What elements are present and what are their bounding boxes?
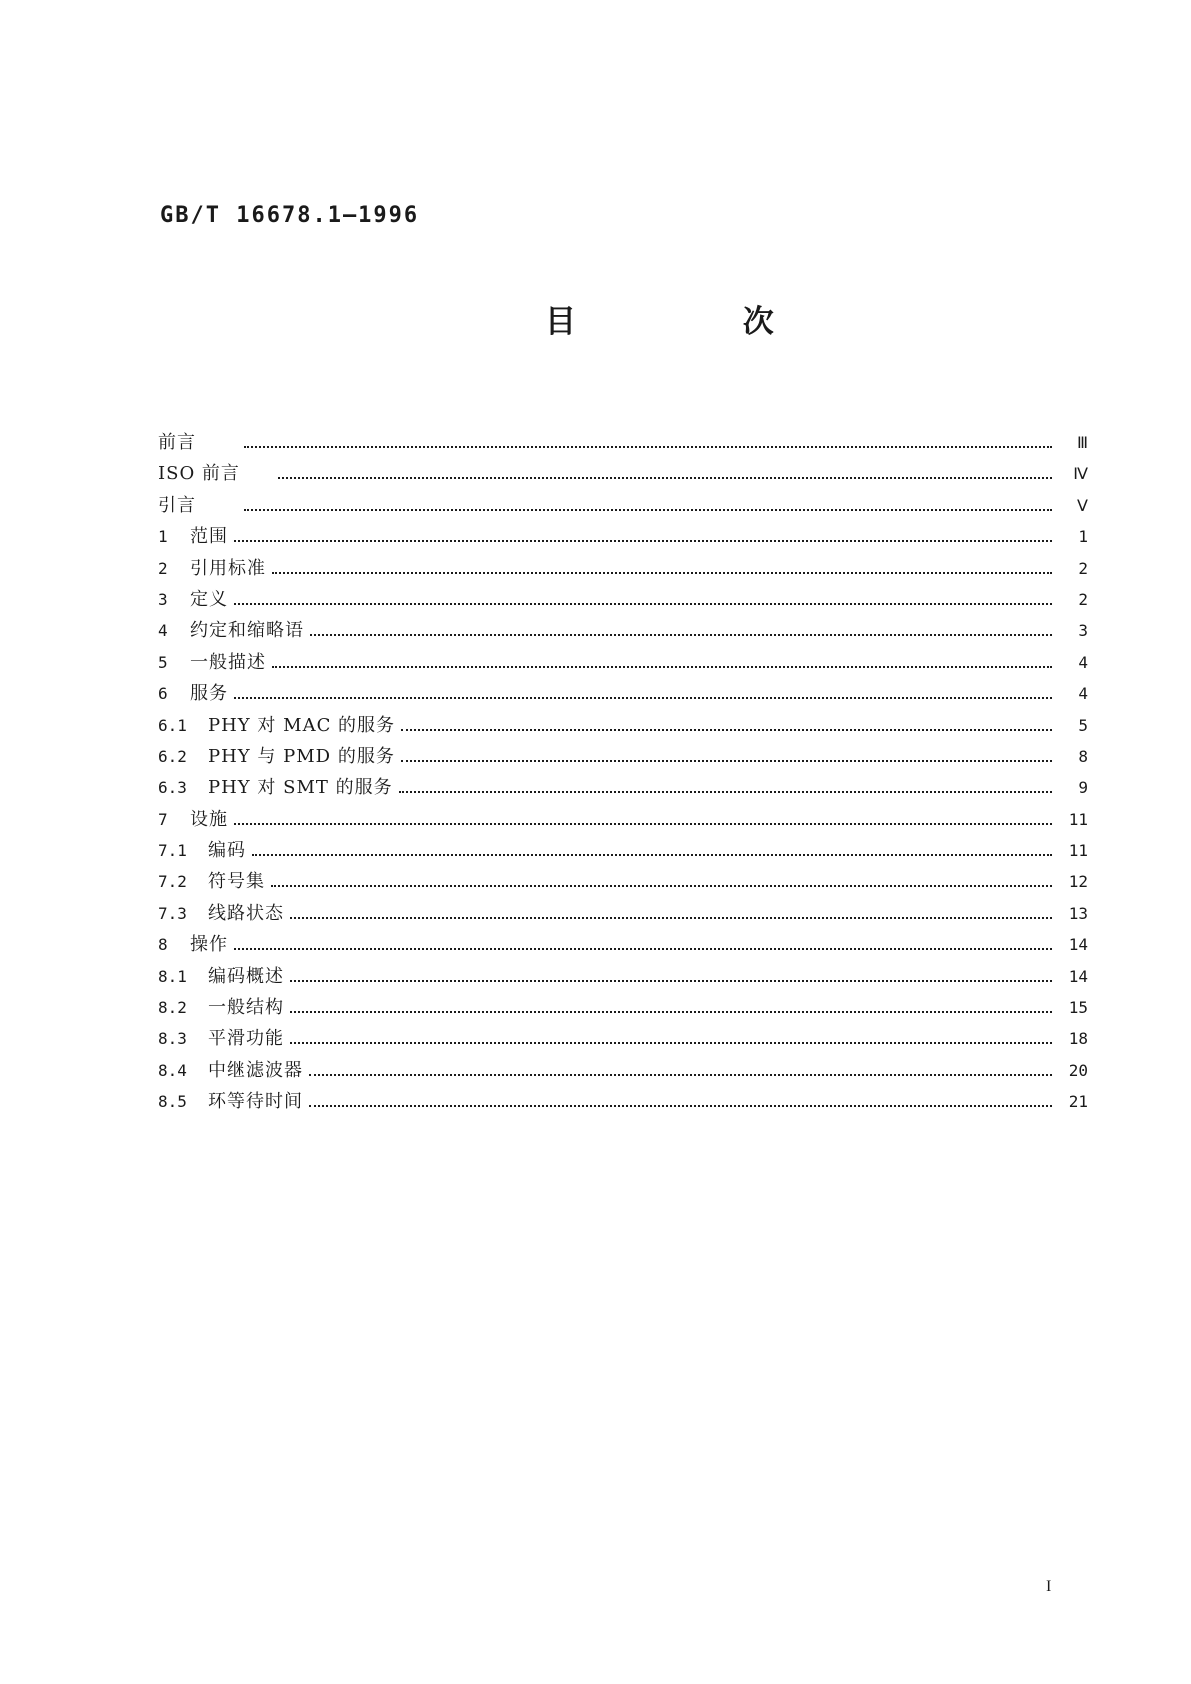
toc-entry-number: 7.2 [158, 872, 187, 892]
toc-entry-number: 8.1 [158, 966, 187, 986]
toc-entry-number: 8.4 [158, 1060, 187, 1080]
toc-page-number: 21 [1068, 1092, 1088, 1112]
toc-entry-introduction[interactable] [158, 491, 1088, 522]
toc-leader-dots [234, 603, 1052, 605]
toc-entry-number: 4 [158, 621, 168, 641]
toc-entry-number: 6.1 [158, 715, 187, 735]
toc-entry-label: 服务 [190, 683, 228, 705]
toc-entry-2[interactable] [158, 554, 1088, 585]
toc-leader-dots [278, 477, 1052, 479]
toc-page-number: 1 [1078, 527, 1088, 547]
toc-page-number: 2 [1078, 558, 1088, 578]
toc-page-number: 4 [1078, 684, 1088, 704]
toc-entry-label: ISO 前言 [158, 463, 240, 485]
toc-leader-dots [309, 1074, 1052, 1076]
toc-page-number: 3 [1078, 621, 1088, 641]
toc-entry-8-5[interactable] [158, 1087, 1088, 1118]
toc-page-number: 14 [1068, 935, 1088, 955]
toc-entry-label: 定义 [190, 588, 228, 610]
toc-entry-6-3[interactable] [158, 773, 1088, 804]
toc-entry-number: 8.3 [158, 1029, 187, 1049]
toc-leader-dots [272, 666, 1052, 668]
toc-entry-5[interactable] [158, 648, 1088, 679]
toc-page-number: 18 [1068, 1029, 1088, 1049]
toc-entry-number: 7 [158, 809, 168, 829]
toc-entry-number: 6 [158, 684, 168, 704]
toc-entry-6-1[interactable] [158, 711, 1088, 742]
toc-entry-8[interactable] [158, 930, 1088, 961]
toc-entry-label: 环等待时间 [208, 1091, 303, 1113]
table-of-contents [158, 428, 1088, 1119]
page-number: I [1046, 1578, 1052, 1595]
standard-number: GB/T 16678.1—1996 [160, 203, 420, 228]
toc-entry-8-3[interactable] [158, 1024, 1088, 1055]
toc-page-number: 15 [1068, 998, 1088, 1018]
toc-entry-label: 设施 [190, 808, 228, 830]
toc-entry-8-4[interactable] [158, 1056, 1088, 1087]
page-title: 目 次 [545, 304, 852, 340]
toc-entry-number: 8 [158, 935, 168, 955]
toc-leader-dots [290, 917, 1052, 919]
toc-leader-dots [401, 729, 1052, 731]
toc-entry-label: 约定和缩略语 [190, 620, 304, 642]
toc-entry-label: 中继滤波器 [208, 1059, 303, 1081]
toc-leader-dots [234, 697, 1052, 699]
toc-page-number: Ⅴ [1077, 495, 1088, 515]
toc-leader-dots [252, 854, 1052, 856]
toc-page-number: 5 [1078, 715, 1088, 735]
toc-leader-dots [271, 885, 1052, 887]
toc-entry-number: 7.3 [158, 903, 187, 923]
toc-entry-label: 平滑功能 [208, 1028, 284, 1050]
toc-entry-number: 5 [158, 652, 168, 672]
toc-entry-8-2[interactable] [158, 993, 1088, 1024]
toc-entry-6-2[interactable] [158, 742, 1088, 773]
toc-entry-number: 1 [158, 527, 168, 547]
toc-entry-label: 符号集 [208, 871, 265, 893]
toc-leader-dots [272, 572, 1052, 574]
toc-entry-number: 2 [158, 558, 168, 578]
toc-leader-dots [401, 760, 1052, 762]
toc-page-number: Ⅲ [1076, 433, 1088, 452]
toc-entry-label: PHY 对 MAC 的服务 [208, 714, 396, 736]
toc-entry-label: 前言 [158, 432, 196, 453]
toc-entry-label: 编码 [208, 840, 246, 862]
toc-entry-number: 7.1 [158, 841, 187, 861]
toc-leader-dots [234, 948, 1052, 950]
toc-page-number: 4 [1078, 652, 1088, 672]
toc-entry-7-2[interactable] [158, 867, 1088, 898]
toc-entry-label: 引用标准 [190, 557, 266, 579]
toc-entry-label: 线路状态 [208, 902, 284, 924]
toc-entry-label: 范围 [190, 526, 228, 548]
toc-entry-1[interactable] [158, 522, 1088, 553]
toc-leader-dots [290, 1042, 1052, 1044]
toc-page-number: 2 [1078, 589, 1088, 609]
toc-leader-dots [290, 1011, 1052, 1013]
toc-entry-number: 6.2 [158, 746, 187, 766]
toc-entry-label: PHY 与 PMD 的服务 [208, 745, 395, 767]
toc-page-number: 13 [1068, 903, 1088, 923]
toc-entry-foreword[interactable] [158, 428, 1088, 459]
toc-entry-label: 一般描述 [190, 651, 266, 673]
toc-entry-7[interactable] [158, 805, 1088, 836]
toc-page-number: 14 [1068, 966, 1088, 986]
toc-entry-label: 引言 [158, 494, 196, 516]
toc-page-number: 8 [1078, 746, 1088, 766]
toc-leader-dots [309, 1105, 1052, 1107]
toc-leader-dots [290, 980, 1052, 982]
toc-entry-label: PHY 对 SMT 的服务 [208, 777, 393, 799]
toc-page-number: 11 [1068, 841, 1088, 861]
toc-entry-7-3[interactable] [158, 899, 1088, 930]
toc-page-number: 9 [1078, 778, 1088, 798]
toc-page-number: 20 [1068, 1060, 1088, 1080]
toc-entry-8-1[interactable] [158, 962, 1088, 993]
toc-leader-dots [234, 823, 1052, 825]
toc-entry-label: 操作 [190, 934, 228, 956]
toc-entry-7-1[interactable] [158, 836, 1088, 867]
toc-page-number: Ⅳ [1073, 464, 1088, 484]
toc-entry-label: 编码概述 [208, 965, 284, 987]
toc-leader-dots [244, 509, 1052, 511]
toc-entry-iso-foreword[interactable] [158, 459, 1088, 490]
toc-leader-dots [244, 446, 1052, 448]
toc-entry-number: 8.2 [158, 998, 187, 1018]
toc-entry-number: 6.3 [158, 778, 187, 798]
toc-entry-4[interactable] [158, 616, 1088, 647]
toc-entry-6[interactable] [158, 679, 1088, 710]
toc-entry-label: 一般结构 [208, 997, 284, 1019]
toc-page-number: 11 [1068, 809, 1088, 829]
toc-leader-dots [310, 634, 1052, 636]
toc-leader-dots [234, 540, 1052, 542]
toc-entry-number: 3 [158, 589, 168, 609]
toc-entry-3[interactable] [158, 585, 1088, 616]
toc-leader-dots [399, 791, 1052, 793]
toc-page-number: 12 [1068, 872, 1088, 892]
toc-entry-number: 8.5 [158, 1092, 187, 1112]
